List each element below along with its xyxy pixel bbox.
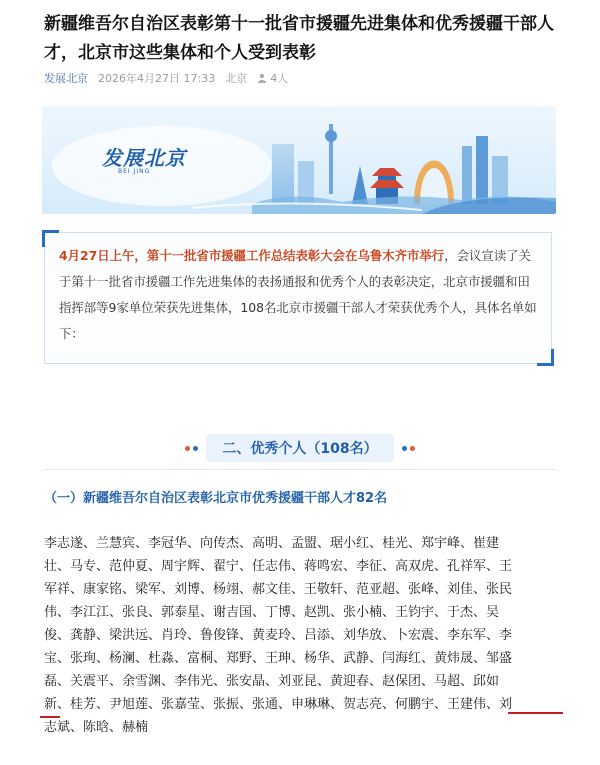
section-title: 二、优秀个人（108名） — [206, 434, 393, 462]
name-list-line: 伟、李江江、张良、郭泰星、谢吉国、丁博、赵凯、张小楠、王钧宇、于杰、吴 — [44, 605, 500, 620]
name-list-line: 磊、关震平、余雪渊、李伟光、张安晶、刘亚昆、黄迎春、赵保团、马超、邱如 — [44, 674, 500, 689]
article-title: 新疆维吾尔自治区表彰第十一批省市援疆先进集体和优秀援疆干部人才，北京市这些集体和个人受到表彰 — [44, 14, 554, 63]
subsection-heading: （一）新疆维吾尔自治区表彰北京市优秀援疆干部人才82名 — [44, 491, 388, 506]
name-list-line: 俊、龚静、梁洪远、肖玲、鲁俊锋、黄麦玲、吕添、刘华放、卜宏震、李东军、李 — [44, 628, 513, 643]
name-list-line: 军祥、康家铭、梁军、刘博、杨翊、郝文佳、王敬轩、范亚超、张峰、刘佳、张民 — [44, 582, 513, 597]
name-list-line: 新、桂芳、尹旭莲、张嘉莹、张振、张通、申琳琳、贺志亮、何鹏宇、王建伟、刘 — [44, 697, 513, 712]
intro-box — [44, 232, 552, 364]
intro-highlight: 4月27日上午，第十一批省市援疆工作总结表彰大会在乌鲁木齐市举行 — [59, 248, 445, 263]
dots-decoration — [402, 446, 415, 451]
name-list-line: 壮、马专、范仲夏、周宇辉、翟宁、任志伟、蒋鸣宏、李征、高双虎、孔祥军、王 — [44, 559, 513, 574]
red-underline-annotation — [40, 716, 60, 718]
name-list-line: 李志遂、兰慧宾、李冠华、向传杰、高明、孟盟、琚小红、桂光、郑宇峰、崔建 — [44, 536, 500, 551]
corner-decoration — [537, 349, 554, 366]
source-name[interactable]: 发展北京 — [44, 72, 88, 85]
publish-location: 北京 — [225, 72, 248, 85]
divider — [44, 469, 556, 470]
publish-datetime: 2026年4月27日 17:33 — [98, 72, 216, 85]
intro-body: ，会议宣读了关于第十一批省市援疆工作先进集体的表扬通报和优秀个人的表彰决定，北京市援疆和田指挥部等9家单位荣获先进集体，108名北京市援疆干部人才荣获优秀个人，具体名单如下： — [59, 248, 537, 341]
name-list-line: 志斌、陈晗、赫楠 — [44, 720, 149, 735]
name-list-line: 宝、张珣、杨澜、杜淼、富桐、郑野、王珅、杨华、武静、闫海红、黄炜晟、邹盛 — [44, 651, 513, 666]
section-header — [0, 434, 600, 462]
brand-logo: 发展北京 — [102, 146, 186, 170]
header-banner — [42, 106, 556, 214]
brand-logo-sub: BEI JING — [118, 168, 151, 175]
reader-icon — [257, 73, 267, 83]
red-underline-annotation — [508, 693, 563, 714]
honoree-name-list — [44, 532, 564, 739]
read-count — [257, 70, 288, 86]
read-count-value: 4人 — [270, 72, 289, 85]
corner-decoration — [42, 230, 59, 247]
dots-decoration — [185, 446, 198, 451]
article-meta — [44, 70, 288, 86]
